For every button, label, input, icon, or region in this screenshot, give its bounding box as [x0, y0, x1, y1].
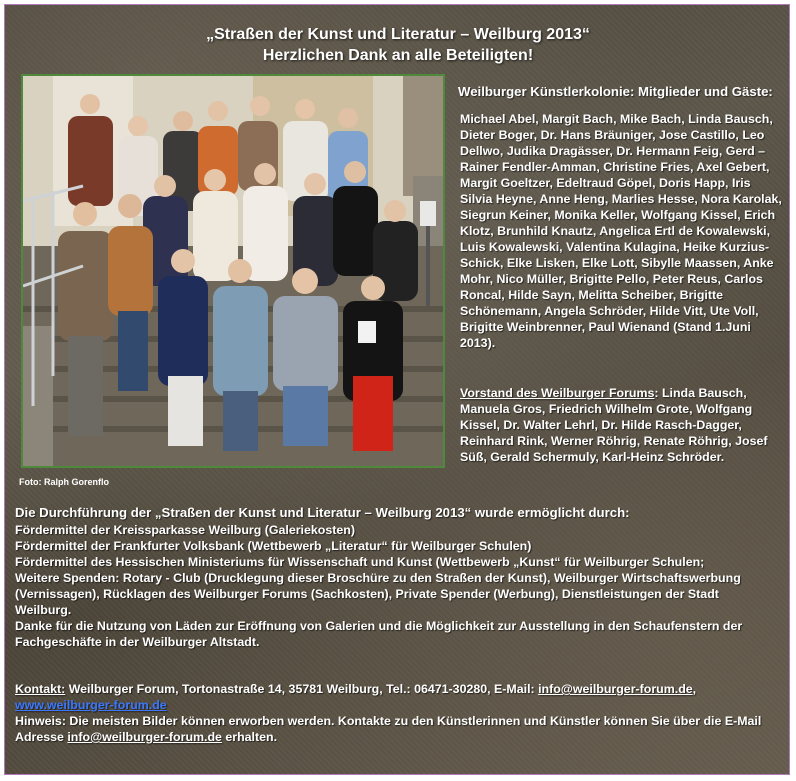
hint-line-email — [15, 729, 787, 745]
members-list — [460, 111, 785, 351]
members-line: Dellwo, Judika Dragässer, Dr. Hermann Feig, Gerd – — [460, 144, 766, 158]
board-line: Süß, Gerald Schermuly, Karl-Heinz Schröder. — [460, 450, 725, 464]
board-line-first — [460, 385, 785, 401]
members-line: Siegrun Keiner, Monika Keller, Wolfgang Kissel, Erich — [460, 208, 776, 222]
board-line: Kissel, Dr. Walter Lehrl, Dr. Hilde Rasch-Dagger, — [460, 418, 742, 432]
hint-email-link[interactable]: info@weilburger-forum.de — [67, 730, 222, 744]
members-line: Klotz, Brunhild Knautz, Angelica Ertl de Kowalewski, — [460, 224, 771, 238]
members-line: Luis Kowalewski, Valentina Kulagina, Heike Kurzius- — [460, 240, 770, 254]
members-heading: Weilburger Künstlerkolonie: Mitglieder und Gäste: — [458, 84, 773, 99]
hint-prefix: Adresse — [15, 730, 68, 744]
funding-line: Fördermittel der Kreissparkasse Weilburg (Galeriekosten) — [15, 523, 355, 537]
members-line: Mohr, Nico Müller, Brigitte Pello, Peter Reus, Carlos — [460, 272, 763, 286]
funding-line: Danke für die Nutzung von Läden zur Eröffnung von Galerien und die Möglichkeit zur Ausstellung in den Schaufenstern der — [15, 619, 743, 633]
contact-line — [15, 681, 787, 697]
members-line: Margit Goeltzer, Edeltraud Göpel, Doris Happ, Iris — [460, 176, 751, 190]
contact-block — [15, 681, 787, 745]
board-list — [460, 385, 785, 465]
members-line: Schick, Elke Lisken, Elke Lott, Sibylle Maassen, Anke — [460, 256, 774, 270]
contact-email-link[interactable]: info@weilburger-forum.de — [538, 682, 693, 696]
members-line: Brigitte Weinbrenner, Paul Wienand (Stand 1.Juni — [460, 320, 751, 334]
funding-line: Fördermittel der Frankfurter Volksbank (Wettbewerb „Literatur“ für Weilburger Schulen) — [15, 539, 532, 553]
contact-label: Kontakt: — [15, 682, 66, 696]
hint-line: Hinweis: Die meisten Bilder können erworben werden. Kontakte zu den Künstlerinnen und Künstler können Sie über die E-Mail — [15, 714, 762, 728]
website-link[interactable]: www.weilburger-forum.de — [15, 698, 167, 712]
board-label: Vorstand des Weilburger Forums — [460, 386, 655, 400]
members-line: 2013). — [460, 336, 496, 350]
website-line — [15, 697, 787, 713]
contact-address: Weilburger Forum, Tortonastraße 14, 35781 Weilburg, Tel.: 06471-30280, E-Mail: — [65, 682, 539, 696]
group-photo-illustration — [23, 76, 443, 466]
members-line: Michael Abel, Margit Bach, Mike Bach, Linda Bausch, — [460, 112, 773, 126]
funding-heading: Die Durchführung der „Straßen der Kunst und Literatur – Weilburg 2013“ wurde ermöglicht durch: — [15, 505, 630, 520]
board-line: Reinhard Rink, Werner Röhrig, Renate Röhrig, Josef — [460, 434, 768, 448]
members-line: Rainer Fendler-Amman, Christine Fries, Axel Gebert, — [460, 160, 770, 174]
photo-caption: Foto: Ralph Gorenflo — [19, 477, 109, 487]
funding-line: (Vernissagen), Rücklagen des Weilburger Forums (Sachkosten), Private Spender (Werbung), Dienstleistungen der Stadt — [15, 587, 719, 601]
board-line: Manuela Gros, Friedrich Wilhelm Grote, Wolfgang — [460, 402, 753, 416]
members-line: Dieter Boger, Dr. Hans Bräuniger, Jose Castillo, Leo — [460, 128, 765, 142]
members-line: Silvia Heyne, Anne Heng, Marlies Hesse, Nora Karolak, — [460, 192, 782, 206]
members-line: Roncal, Hilde Sayn, Melitta Scheiber, Brigitte — [460, 288, 724, 302]
page-subtitle: Herzlichen Dank an alle Beteiligten! — [262, 47, 534, 64]
funding-list — [15, 522, 787, 650]
funding-line: Fachgeschäfte in der Weilburger Altstadt. — [15, 635, 260, 649]
page-title: „Straßen der Kunst und Literatur – Weilburg 2013“ — [206, 26, 590, 43]
contact-comma: , — [692, 682, 697, 696]
flyer-page — [4, 4, 790, 775]
funding-line: Fördermittel des Hessischen Ministeriums für Wissenschaft und Kunst (Wettbewerb „Kunst“ für Weilburger Schulen; — [15, 555, 705, 569]
funding-line: Weitere Spenden: Rotary - Club (Drucklegung dieser Broschüre zu den Straßen der Kunst), Weilburger Wirtschaftswerbung — [15, 571, 741, 585]
funding-line: Weilburg. — [15, 603, 72, 617]
board-first-names: : Linda Bausch, — [654, 386, 747, 400]
members-line: Schönemann, Angela Schröder, Hilde Vitt, Ute Voll, — [460, 304, 759, 318]
hint-suffix: erhalten. — [221, 730, 278, 744]
group-photo — [21, 74, 445, 468]
